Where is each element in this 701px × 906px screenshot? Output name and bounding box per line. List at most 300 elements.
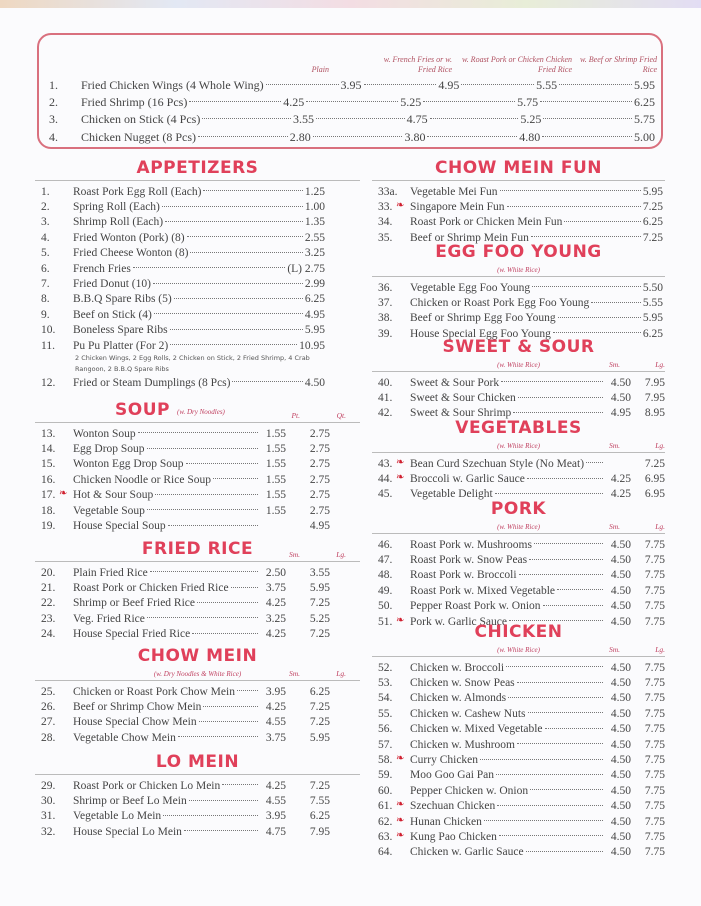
section-pork [372, 501, 665, 629]
menu-item [372, 456, 665, 471]
item-number: 4. [49, 130, 58, 144]
item-number-text: 8. [41, 293, 50, 306]
menu-item [35, 809, 360, 824]
item-price: 5.55 [536, 78, 558, 92]
item-number-text: 50. [378, 600, 393, 613]
item-number-text: 44. [378, 473, 393, 486]
combo-header-beef-rice: w. Beef or Shrimp Fried Rice [580, 55, 657, 74]
item-price: 5.25 [309, 612, 330, 625]
item-number [372, 739, 410, 751]
menu-item [372, 280, 665, 295]
dot-leader [509, 619, 603, 621]
item-name: Roast Pork w. Mixed Vegetable [410, 584, 556, 597]
dot-leader [192, 632, 258, 634]
item-number [35, 263, 73, 275]
item-number [372, 816, 410, 828]
menu-item [372, 552, 665, 567]
menu-item [372, 829, 665, 844]
dot-leader [133, 266, 286, 268]
section-items [35, 684, 360, 746]
combo-row [49, 77, 655, 94]
dot-leader [540, 100, 632, 102]
section-chow-mein-fun [372, 160, 665, 246]
dot-leader [530, 788, 603, 790]
item-price: (L) 2.75 [287, 262, 325, 275]
item-number-text: 13. [41, 427, 56, 440]
item-price: 7.25 [309, 701, 330, 714]
menu-item [35, 276, 360, 291]
column-header: Lg. [655, 360, 665, 369]
menu-item [35, 778, 360, 793]
combo-row [49, 111, 655, 128]
item-price: 4.50 [304, 376, 325, 389]
item-name: Hunan Chicken [410, 815, 482, 828]
section-title: VEGETABLES [455, 418, 582, 438]
item-number [372, 186, 410, 198]
item-price: 5.95 [309, 582, 330, 595]
item-price: 7.75 [644, 846, 665, 859]
item-price: 7.75 [644, 784, 665, 797]
item-number: 1. [49, 78, 58, 92]
menu-item [372, 375, 665, 390]
item-name: Curry Chicken [410, 754, 479, 767]
item-number [35, 613, 73, 625]
dot-leader [564, 220, 641, 222]
column-header: Lg. [655, 522, 665, 531]
item-price: 2.50 [265, 566, 286, 579]
item-price: 7.55 [309, 795, 330, 808]
item-number-text: 57. [378, 738, 393, 751]
chili-pepper-icon: ❧ [396, 814, 405, 826]
dot-leader [517, 681, 603, 683]
item-name: Shrimp or Beef Fried Rice [73, 597, 196, 610]
dot-leader [534, 542, 603, 544]
item-name: Roast Pork or Chicken Fried Rice [73, 582, 229, 595]
item-name: Chicken w. Broccoli [410, 661, 505, 674]
item-number-text: 20. [41, 566, 56, 579]
section-header [372, 420, 665, 453]
item-number-text: 11. [41, 339, 55, 352]
item-price: 2.75 [309, 427, 330, 440]
item-price: 1.00 [304, 201, 325, 214]
item-number [372, 600, 410, 612]
dot-leader [237, 689, 258, 691]
item-name: Chicken w. Garlic Sauce [410, 846, 524, 859]
menu-item [372, 311, 665, 326]
dot-leader [508, 696, 603, 698]
dot-leader [427, 135, 517, 137]
item-number-text: 5. [41, 247, 50, 260]
item-name: Chicken w. Cashew Nuts [410, 707, 526, 720]
dot-leader [187, 235, 303, 237]
section-header [35, 402, 360, 423]
dot-leader [162, 205, 303, 207]
section-soup [35, 402, 360, 534]
section-items [35, 565, 360, 642]
item-number [372, 723, 410, 735]
item-price: 3.25 [265, 612, 286, 625]
item-name: Egg Drop Soup [73, 443, 145, 456]
dot-leader [147, 508, 258, 510]
item-number-text: 39. [378, 327, 393, 340]
dot-leader [364, 83, 437, 85]
item-name: Sweet & Sour Pork [410, 376, 500, 389]
item-note: 2 Chicken Wings, 2 Egg Rolls, 2 Chicken on Stick, 2 Fried Shrimp, 4 Crab Rangoon, 2 B.B.Q Spare Ribs [75, 354, 310, 374]
menu-item [35, 457, 360, 472]
item-price: 4.50 [610, 769, 631, 782]
item-price: 7.25 [642, 201, 663, 214]
item-number [35, 505, 73, 517]
combo-row [49, 94, 655, 111]
item-price: 4.95 [304, 308, 325, 321]
menu-item [372, 752, 665, 767]
item-number [372, 297, 410, 309]
item-number-text: 28. [41, 731, 56, 744]
dot-leader [189, 799, 258, 801]
item-price: 5.95 [309, 731, 330, 744]
dot-leader [150, 570, 258, 572]
item-number-text: 52. [378, 661, 393, 674]
dot-leader [186, 462, 258, 464]
menu-item [372, 722, 665, 737]
item-price: 4.75 [406, 112, 428, 126]
item-name: Fried Shrimp (16 Pcs) [81, 95, 188, 109]
item-price: 6.95 [644, 488, 665, 501]
dot-leader [316, 117, 405, 119]
item-price: 7.75 [644, 723, 665, 736]
item-name: Vegetable Delight [410, 488, 493, 501]
menu-item [372, 660, 665, 675]
item-price: 6.25 [309, 685, 330, 698]
item-number-text: 60. [378, 784, 393, 797]
dot-leader [147, 447, 258, 449]
item-price: 10.95 [299, 339, 325, 352]
combo-header-pork-rice: w. Roast Pork or Chicken Chicken Fried Rice [461, 55, 572, 74]
item-number-text: 35. [378, 231, 393, 244]
item-price: 7.25 [642, 231, 663, 244]
dot-leader [497, 804, 603, 806]
dot-leader [174, 297, 303, 299]
item-price: 2.75 [309, 458, 330, 471]
dot-leader [168, 524, 258, 526]
item-number-text: 30. [41, 795, 56, 808]
item-name: Wonton Egg Drop Soup [73, 458, 184, 471]
item-price: 3.75 [265, 731, 286, 744]
item-number [372, 769, 410, 781]
section-title: LO MEIN [155, 752, 240, 772]
item-price: 1.55 [265, 504, 286, 517]
menu-item [372, 184, 665, 199]
item-name: B.B.Q Spare Ribs (5) [73, 293, 172, 306]
section-chicken [372, 624, 665, 860]
menu-item [35, 184, 360, 199]
item-name: Roast Pork w. Snow Peas [410, 554, 528, 567]
item-price: 2.80 [289, 130, 311, 144]
section-vegetables [372, 420, 665, 502]
item-price: 5.55 [642, 297, 663, 310]
item-number-text: 33a. [378, 185, 398, 198]
item-price: 6.25 [642, 216, 663, 229]
item-number-text: 15. [41, 458, 56, 471]
chili-pepper-icon: ❧ [396, 799, 405, 811]
item-number-text: 45. [378, 488, 393, 501]
item-price: 7.75 [644, 738, 665, 751]
item-number-text: 4. [41, 231, 50, 244]
item-price: 7.75 [644, 538, 665, 551]
menu-item [35, 684, 360, 699]
item-number-text: 62. [378, 815, 393, 828]
item-price: 4.50 [610, 784, 631, 797]
dot-leader [203, 189, 302, 191]
item-name: Beef or Shrimp Chow Mein [73, 701, 202, 714]
section-items [372, 375, 665, 421]
section-subtitle: (w. White Rice) [497, 442, 540, 450]
item-number-text: 23. [41, 612, 56, 625]
item-number [35, 293, 73, 305]
menu-item [35, 199, 360, 214]
dot-leader [528, 711, 603, 713]
section-fried-rice [35, 541, 360, 642]
item-price: 4.50 [610, 538, 631, 551]
item-number [372, 554, 410, 566]
item-number-text: 40. [378, 376, 393, 389]
item-number [35, 377, 73, 389]
dot-leader [197, 601, 258, 603]
item-number [372, 662, 410, 674]
item-name: Fried Donut (10) [73, 278, 151, 291]
item-name: Roast Pork w. Broccoli [410, 569, 517, 582]
section-title: EGG FOO YOUNG [435, 242, 602, 262]
section-subtitle: (w. Dry Noodles) [177, 408, 225, 416]
item-price: 7.95 [309, 825, 330, 838]
item-number-text: 56. [378, 723, 393, 736]
item-price: 2.99 [304, 278, 325, 291]
combo-row [49, 129, 655, 146]
item-name: Chicken Nugget (8 Pcs) [81, 130, 196, 144]
item-number [35, 716, 73, 728]
section-subtitle: (w. White Rice) [497, 523, 540, 531]
column-header: Sm. [608, 360, 620, 369]
section-header [372, 244, 665, 277]
item-name: Veg. Fried Rice [73, 612, 145, 625]
item-price: 7.95 [644, 376, 665, 389]
menu-item [35, 824, 360, 839]
item-price: 7.75 [644, 661, 665, 674]
item-name: French Fries [73, 262, 131, 275]
column-header: Lg. [655, 441, 665, 450]
chili-pepper-icon: ❧ [396, 456, 405, 468]
menu-item [372, 599, 665, 614]
menu-item [35, 441, 360, 456]
chili-pepper-icon: ❧ [396, 753, 405, 765]
item-price: 7.75 [644, 677, 665, 690]
menu-item [372, 799, 665, 814]
item-number-text: 37. [378, 297, 393, 310]
item-price: 7.25 [309, 779, 330, 792]
item-price: 5.95 [304, 324, 325, 337]
item-price: 7.75 [644, 692, 665, 705]
item-name: Hot & Sour Soup [73, 489, 154, 502]
item-name: Chicken on Stick (4 Pcs) [81, 112, 201, 126]
item-name: Chicken w. Almonds [410, 692, 507, 705]
chili-pepper-icon: ❧ [396, 200, 405, 212]
menu-item [372, 471, 665, 486]
item-price: 4.25 [610, 488, 631, 501]
dot-leader [519, 573, 603, 575]
item-price: 3.95 [265, 685, 286, 698]
item-number [372, 831, 410, 843]
dot-leader [499, 834, 603, 836]
item-name: Pork w. Garlic Sauce [410, 615, 507, 628]
item-number [35, 186, 73, 198]
item-name: Singapore Mein Fun [410, 201, 505, 214]
dot-leader [430, 117, 519, 119]
item-price: 8.95 [644, 407, 665, 420]
menu-item [35, 596, 360, 611]
item-name: Pepper Roast Pork w. Onion [410, 600, 541, 613]
item-name: Shrimp or Beef Lo Mein [73, 795, 187, 808]
menu-item [372, 390, 665, 405]
item-price: 4.50 [610, 554, 631, 567]
item-name: Pepper Chicken w. Onion [410, 784, 529, 797]
item-price: 5.50 [642, 281, 663, 294]
menu-item [35, 793, 360, 808]
item-name: Wonton Soup [73, 427, 136, 440]
item-price: 2.55 [304, 231, 325, 244]
item-number-text: 63. [378, 830, 393, 843]
item-number [35, 520, 73, 532]
dot-leader [495, 492, 603, 494]
item-number-text: 31. [41, 810, 56, 823]
item-number-text: 59. [378, 769, 393, 782]
item-number [35, 216, 73, 228]
item-number [35, 732, 73, 744]
item-number-text: 36. [378, 281, 393, 294]
item-number-text: 3. [41, 216, 50, 229]
menu-item [372, 199, 665, 214]
column-header: Sm. [608, 645, 620, 654]
item-price: 3.55 [309, 566, 330, 579]
dot-leader [138, 431, 258, 433]
item-name: Chicken w. Mixed Vegetable [410, 723, 543, 736]
menu-item [372, 568, 665, 583]
item-price: 4.25 [265, 779, 286, 792]
item-name: Kung Pao Chicken [410, 830, 497, 843]
item-price: 1.55 [265, 458, 286, 471]
item-name: Moo Goo Gai Pan [410, 769, 495, 782]
item-price: 2.75 [309, 443, 330, 456]
item-price: 5.95 [634, 78, 655, 92]
item-price: 7.75 [644, 584, 665, 597]
section-header [372, 339, 665, 372]
item-number [35, 597, 73, 609]
item-number [35, 201, 73, 213]
item-price: 5.25 [520, 112, 542, 126]
item-number-text: 51. [378, 615, 393, 628]
item-price: 4.75 [265, 825, 286, 838]
menu-item [372, 814, 665, 829]
item-price: 7.75 [644, 815, 665, 828]
item-name: Sweet & Sour Chicken [410, 392, 516, 405]
item-number [35, 278, 73, 290]
item-price: 4.50 [610, 661, 631, 674]
item-price: 4.25 [283, 95, 305, 109]
item-number [372, 800, 410, 812]
menu-item [35, 230, 360, 245]
dot-leader [165, 220, 303, 222]
item-number [35, 795, 73, 807]
item-price: 4.50 [610, 615, 631, 628]
item-number [35, 489, 73, 501]
item-price: 4.95 [309, 520, 330, 533]
item-price: 4.50 [610, 569, 631, 582]
section-items [372, 184, 665, 246]
dot-leader [202, 117, 291, 119]
column-header: Lg. [655, 645, 665, 654]
item-price: 4.25 [265, 701, 286, 714]
dot-leader [306, 100, 398, 102]
item-name: Vegetable Lo Mein [73, 810, 162, 823]
item-price: 7.75 [644, 800, 665, 813]
item-number-text: 6. [41, 262, 50, 275]
menu-item [372, 737, 665, 752]
item-name: House Special Soup [73, 520, 166, 533]
dot-leader [529, 558, 603, 560]
item-price: 3.95 [340, 78, 362, 92]
dot-leader [163, 814, 258, 816]
column-header: Lg. [336, 669, 346, 678]
dot-leader [543, 604, 603, 606]
item-number [372, 569, 410, 581]
item-name: Fried or Steam Dumplings (8 Pcs) [73, 376, 231, 389]
item-price: 4.50 [610, 707, 631, 720]
section-subtitle: (w. White Rice) [497, 646, 540, 654]
column-header: Qt. [336, 411, 346, 420]
item-price: 4.50 [610, 584, 631, 597]
item-price: 4.55 [265, 795, 286, 808]
item-price: 5.75 [634, 112, 656, 126]
item-price: 2.75 [309, 473, 330, 486]
dot-leader [178, 735, 258, 737]
item-number-text: 38. [378, 312, 393, 325]
dot-leader [154, 312, 303, 314]
item-name: Beef or Shrimp Egg Foo Young [410, 312, 556, 325]
item-number-text: 21. [41, 582, 56, 595]
menu-item [35, 375, 360, 390]
dot-leader [423, 100, 515, 102]
item-number-text: 17. [41, 489, 56, 502]
item-price: 1.25 [304, 185, 325, 198]
dot-leader [553, 331, 641, 333]
item-price: 4.50 [610, 830, 631, 843]
dot-leader [557, 588, 603, 590]
dot-leader [526, 850, 603, 852]
item-price: 4.50 [610, 800, 631, 813]
item-number-text: 19. [41, 520, 56, 533]
item-name: House Special Chow Mein [73, 716, 197, 729]
chili-pepper-icon: ❧ [396, 614, 405, 626]
dot-leader [184, 829, 258, 831]
menu-item [372, 583, 665, 598]
item-number [35, 567, 73, 579]
dot-leader [170, 328, 303, 330]
dot-leader [500, 189, 641, 191]
item-name: Szechuan Chicken [410, 800, 496, 813]
menu-item [35, 715, 360, 730]
section-title: CHOW MEIN FUN [435, 158, 602, 178]
dot-leader [266, 83, 339, 85]
dot-leader [231, 586, 258, 588]
